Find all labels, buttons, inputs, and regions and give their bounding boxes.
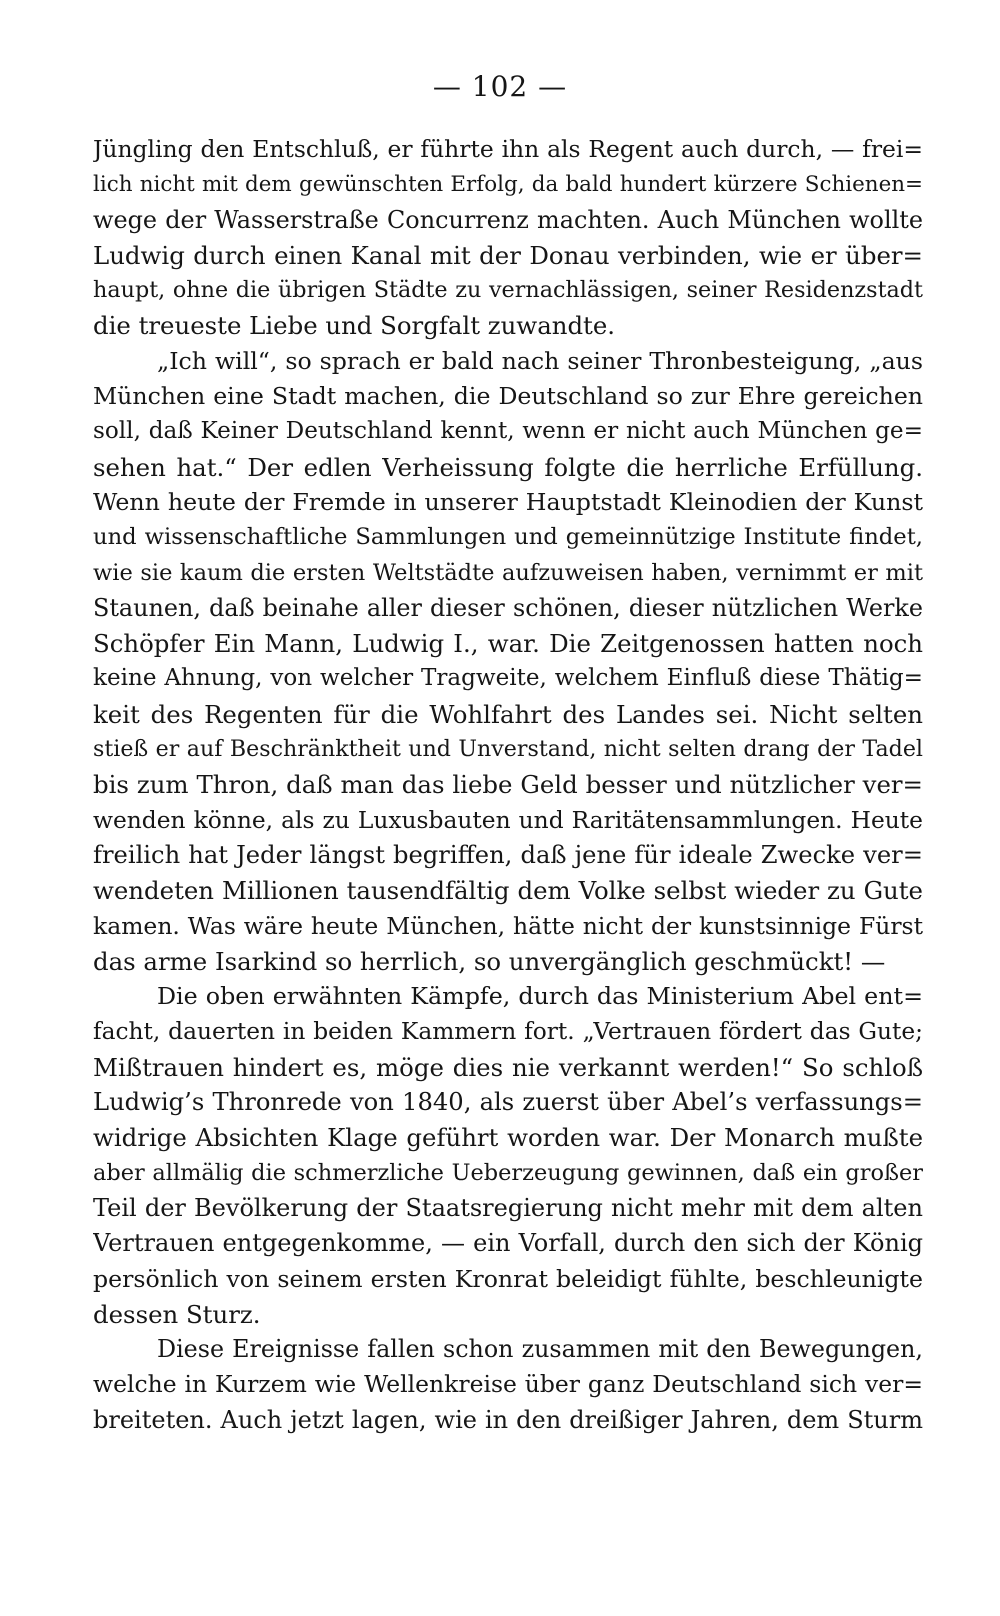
text-line: bis zum Thron, daß man das liebe Geld besser und nützlicher ver= xyxy=(93,770,923,800)
text-line: keit des Regenten für die Wohlfahrt des Landes sei. Nicht selten xyxy=(93,699,923,729)
text-line: Diese Ereignisse fallen schon zusammen mit den Bewegungen, xyxy=(157,1335,923,1364)
text-line: wege der Wasserstraße Concurrenz machten. Auch München wollte xyxy=(93,205,923,234)
text-line: breiteten. Auch jetzt lagen, wie in den dreißiger Jahren, dem Sturm xyxy=(93,1405,923,1434)
text-line: wenden könne, als zu Luxusbauten und Raritätensammlungen. Heute xyxy=(93,805,923,834)
text-line: Teil der Bevölkerung der Staatsregierung nicht mehr mit dem alten xyxy=(93,1193,923,1222)
paragraph xyxy=(93,979,923,1332)
text-line: wie sie kaum die ersten Weltstädte aufzuweisen haben, vernimmt er mit xyxy=(93,559,923,586)
text-line: soll, daß Keiner Deutschland kennt, wenn er nicht auch München ge= xyxy=(93,418,923,445)
text-line: dessen Sturz. xyxy=(93,1299,261,1329)
text-line: die treueste Liebe und Sorgfalt zuwandte. xyxy=(93,311,616,341)
text-line: aber allmälig die schmerzliche Ueberzeugung gewinnen, daß ein großer xyxy=(93,1159,923,1186)
body-text xyxy=(93,132,923,1438)
text-line: widrige Absichten Klage geführt worden war. Der Monarch mußte xyxy=(93,1123,923,1153)
text-line: wendeten Millionen tausendfältig dem Volke selbst wieder zu Gute xyxy=(93,876,923,906)
paragraph xyxy=(93,132,923,344)
text-line: sehen hat.“ Der edlen Verheissung folgte die herrliche Erfüllung. xyxy=(93,452,923,482)
text-line: Jüngling den Entschluß, er führte ihn als Regent auch durch, — frei= xyxy=(93,135,923,163)
text-line: Die oben erwähnten Kämpfe, durch das Ministerium Abel ent= xyxy=(157,982,923,1011)
text-line: haupt, ohne die übrigen Städte zu vernachlässigen, seiner Residenzstadt xyxy=(93,277,923,304)
text-line: kamen. Was wäre heute München, hätte nicht der kunstsinnige Fürst xyxy=(93,911,923,940)
page-number: — 102 — xyxy=(432,70,568,103)
text-line: Schöpfer Ein Mann, Ludwig I., war. Die Zeitgenossen hatten noch xyxy=(93,629,923,659)
text-line: Ludwig durch einen Kanal mit der Donau verbinden, wie er über= xyxy=(93,240,923,270)
text-line: Mißtrauen hindert es, möge dies nie verkannt werden!“ So schloß xyxy=(93,1052,923,1082)
text-line: facht, dauerten in beiden Kammern fort. „Vertrauen fördert das Gute; xyxy=(93,1018,923,1046)
text-line: das arme Isarkind so herrlich, so unvergänglich geschmückt! — xyxy=(93,946,886,976)
text-line: freilich hat Jeder längst begriffen, daß jene für ideale Zwecke ver= xyxy=(93,840,923,869)
text-line: welche in Kurzem wie Wellenkreise über ganz Deutschland sich ver= xyxy=(93,1370,923,1399)
text-line: Staunen, daß beinahe aller dieser schönen, dieser nützlichen Werke xyxy=(93,593,923,622)
paragraph xyxy=(93,344,923,979)
text-line: „Ich will“, so sprach er bald nach seiner Thronbesteigung, „aus xyxy=(157,346,923,375)
text-line: persönlich von seinem ersten Kronrat beleidigt fühlte, beschleunigte xyxy=(93,1264,923,1293)
text-line: Ludwig’s Thronrede von 1840, als zuerst über Abel’s verfassungs= xyxy=(93,1088,923,1117)
text-line: und wissenschaftliche Sammlungen und gemeinnützige Institute findet, xyxy=(93,524,923,551)
text-line: München eine Stadt machen, die Deutschland so zur Ehre gereichen xyxy=(93,382,923,411)
text-line: stieß er auf Beschränktheit und Unverstand, nicht selten drang der Tadel xyxy=(93,736,923,763)
paragraph xyxy=(93,1332,923,1438)
text-line: keine Ahnung, von welcher Tragweite, welchem Einfluß diese Thätig= xyxy=(93,665,923,692)
text-line: lich nicht mit dem gewünschten Erfolg, da bald hundert kürzere Schienen= xyxy=(93,172,923,198)
text-line: Wenn heute der Fremde in unserer Hauptstadt Kleinodien der Kunst xyxy=(93,487,923,516)
text-line: Vertrauen entgegenkomme, — ein Vorfall, durch den sich der König xyxy=(93,1229,923,1258)
